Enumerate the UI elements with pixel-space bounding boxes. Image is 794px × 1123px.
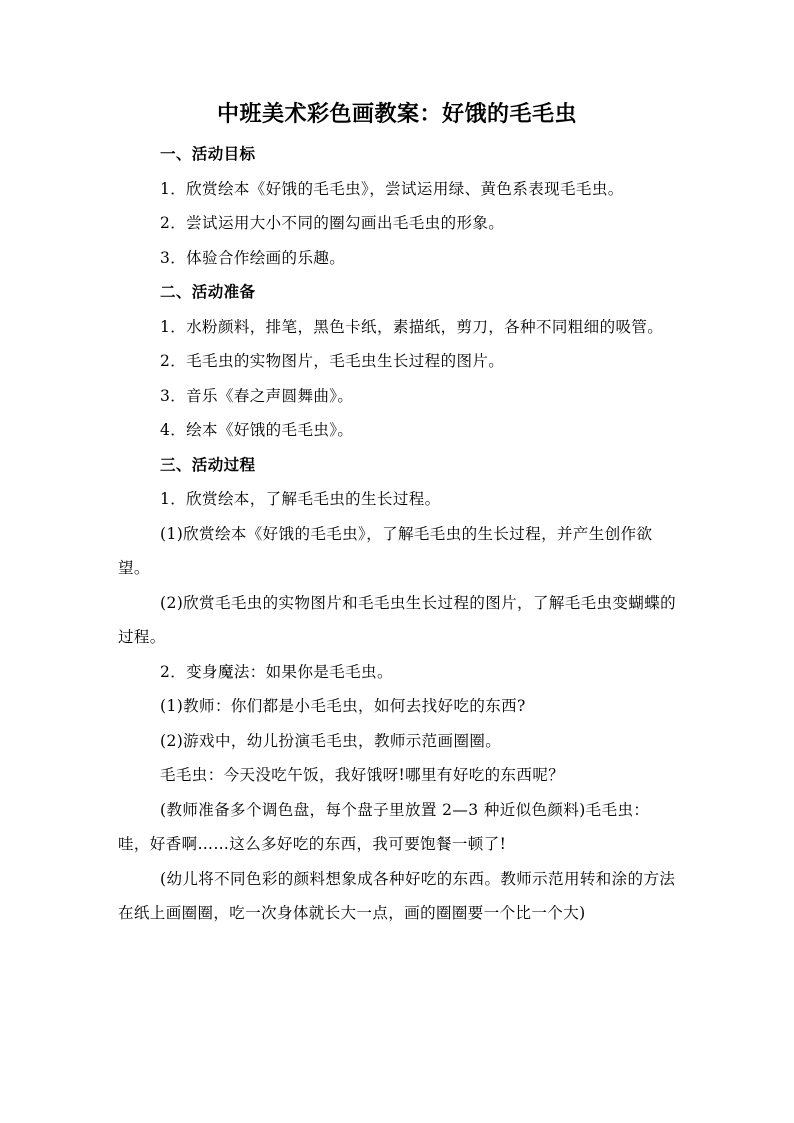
- paragraph: (1)欣赏绘本《好饿的毛毛虫》，了解毛毛虫的生长过程，并产生创作欲望。: [118, 524, 653, 577]
- paragraph: 2．尝试运用大小不同的圈勾画出毛毛虫的形象。: [160, 214, 505, 232]
- paragraph: (教师准备多个调色盘，每个盘子里放置 2—3 种近似色颜料)毛毛虫：哇，好香啊……这么多好吃的东西，我可要饱餐一顿了!: [118, 800, 650, 853]
- paragraph: 1．欣赏绘本，了解毛毛虫的生长过程。: [160, 490, 441, 508]
- section-heading-process: 三、活动过程: [160, 455, 256, 474]
- section-heading-goals: 一、活动目标: [160, 145, 256, 163]
- paragraph: (2)游戏中，幼儿扮演毛毛虫，教师示范画圈圈。: [160, 731, 502, 750]
- paragraph: 1．欣赏绘本《好饿的毛毛虫》，尝试运用绿、黄色系表现毛毛虫。: [160, 179, 624, 198]
- section-heading-preparation: 二、活动准备: [160, 283, 256, 301]
- paragraph: 毛毛虫：今天没吃午饭，我好饿呀!哪里有好吃的东西呢？: [160, 766, 565, 784]
- paragraph: (幼儿将不同色彩的颜料想象成各种好吃的东西。教师示范用转和涂的方法在纸上画圈圈，吃一次身体就长大一点，画的圈圈要一个比一个大): [118, 869, 676, 922]
- paragraph: (2)欣赏毛毛虫的实物图片和毛毛虫生长过程的图片，了解毛毛虫变蝴蝶的过程。: [118, 593, 677, 646]
- paragraph: 3．音乐《春之声圆舞曲》。: [160, 386, 354, 405]
- paragraph: (1)教师：你们都是小毛毛虫，如何去找好吃的东西?: [160, 697, 526, 715]
- document-body: [118, 137, 678, 931]
- document-title: 中班美术彩色画教案：好饿的毛毛虫: [216, 102, 577, 127]
- paragraph: 3．体验合作绘画的乐趣。: [160, 248, 346, 267]
- paragraph: 2．变身魔法：如果你是毛毛虫。: [160, 662, 393, 681]
- paragraph: 2．毛毛虫的实物图片，毛毛虫生长过程的图片。: [160, 352, 505, 370]
- paragraph: 1．水粉颜料，排笔，黑色卡纸，素描纸，剪刀，各种不同粗细的吸管。: [160, 317, 664, 336]
- paragraph: 4．绘本《好饿的毛毛虫》。: [160, 421, 354, 439]
